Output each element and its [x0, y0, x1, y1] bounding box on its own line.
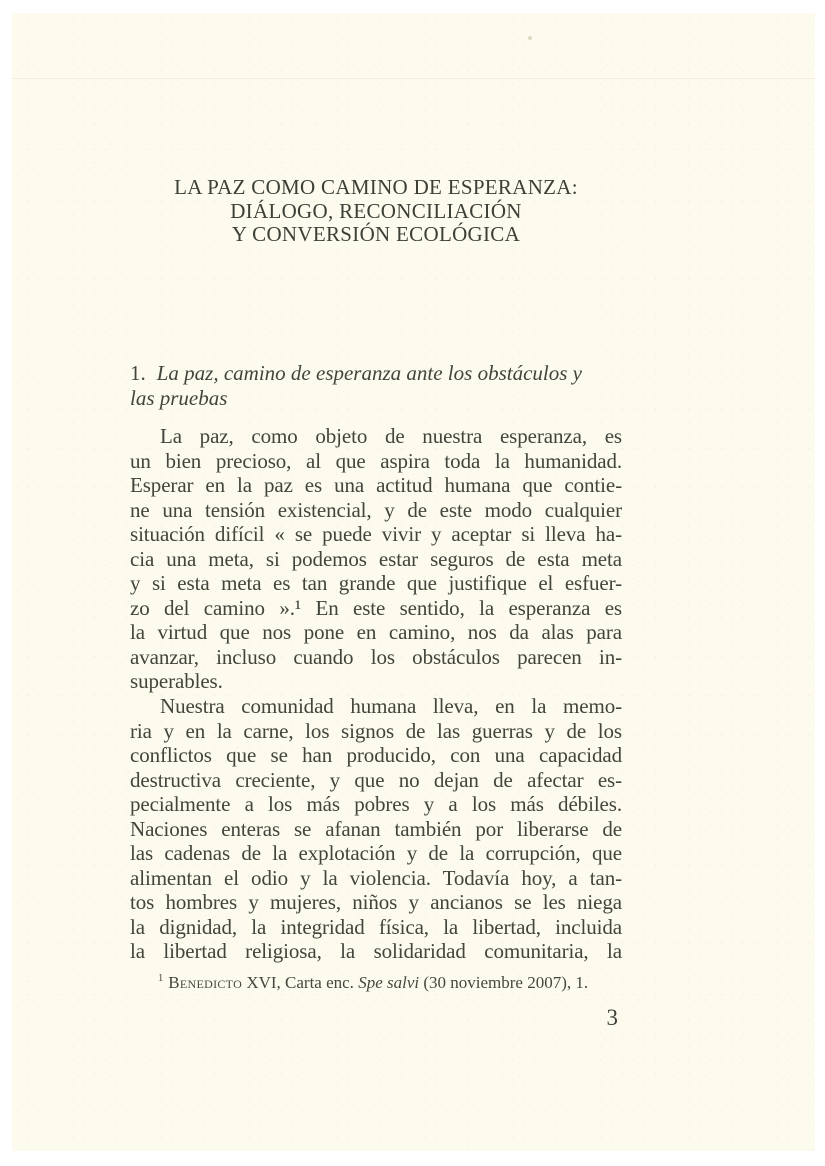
footnote [130, 972, 622, 993]
paragraph [130, 424, 622, 694]
page-title [130, 176, 622, 247]
text-line: pecialmente a los más pobres y a los más débiles. [130, 792, 622, 817]
text-line: avanzar, incluso cuando los obstáculos parecen in- [130, 644, 622, 669]
text-line: tos hombres y mujeres, niños y ancianos se les niega [130, 890, 622, 915]
scan-speck [528, 36, 532, 40]
text-line: ne una tensión existencial, y de este modo cualquier [130, 497, 622, 522]
text-line: la virtud que nos pone en camino, nos da alas para [130, 620, 622, 645]
text-line: un bien precioso, al que aspira toda la humanidad. [130, 448, 622, 473]
text-line: situación difícil « se puede vivir y aceptar si lleva ha- [130, 522, 622, 547]
text-line: las cadenas de la explotación y de la corrupción, que [130, 841, 622, 866]
text-line: zo del camino ».¹ En este sentido, la esperanza es [130, 595, 622, 620]
section-number: 1. [130, 361, 146, 385]
body-text [130, 424, 622, 964]
paragraph [130, 694, 622, 964]
footnote-work-title: Spe salvi [358, 973, 420, 992]
title-line: LA PAZ COMO CAMINO DE ESPERANZA: [174, 175, 578, 199]
text-line: La paz, como objeto de nuestra esperanza, es [160, 424, 622, 448]
text-line: Nuestra comunidad humana lleva, en la memo- [160, 694, 622, 719]
title-line: DIÁLOGO, RECONCILIACIÓN [230, 198, 522, 223]
text-line: Naciones enteras se afanan también por liberarse de [130, 816, 622, 841]
footnote-line [130, 972, 622, 993]
page-number: 3 [606, 1005, 618, 1030]
text-line: ria y en la carne, los signos de las guerras y de los [130, 718, 622, 743]
text-line: Esperar en la paz es una actitud humana que contie- [130, 473, 622, 498]
section-heading-text: las pruebas [130, 386, 228, 410]
text-line: la dignidad, la integridad física, la libertad, incluida [130, 914, 622, 939]
footnote-text: (30 noviembre 2007), 1. [419, 973, 589, 992]
title-line: Y CONVERSIÓN ECOLÓGICA [231, 222, 521, 246]
section-heading-line [130, 361, 622, 386]
text-line: la libertad religiosa, la solidaridad comunitaria, la [130, 939, 622, 964]
footnote-marker: 1 [158, 973, 164, 985]
scan-artifact-line [12, 78, 815, 79]
text-line: cia una meta, si podemos estar seguros de esta meta [130, 546, 622, 571]
text-line: superables. [130, 669, 223, 694]
section-heading-text: La paz, camino de esperanza ante los obstáculos y [156, 361, 582, 385]
footnote-text: XVI, Carta enc. [242, 973, 359, 992]
footnote-author: Benedicto [168, 973, 243, 992]
section-heading [130, 361, 622, 411]
text-line: y si esta meta es tan grande que justifique el esfuer- [130, 571, 622, 596]
text-line: conflictos que se han producido, con una capacidad [130, 743, 622, 768]
text-line: alimentan el odio y la violencia. Todavía hoy, a tan- [130, 865, 622, 890]
text-line: destructiva creciente, y que no dejan de afectar es- [130, 767, 622, 792]
section-heading-line [130, 386, 622, 411]
